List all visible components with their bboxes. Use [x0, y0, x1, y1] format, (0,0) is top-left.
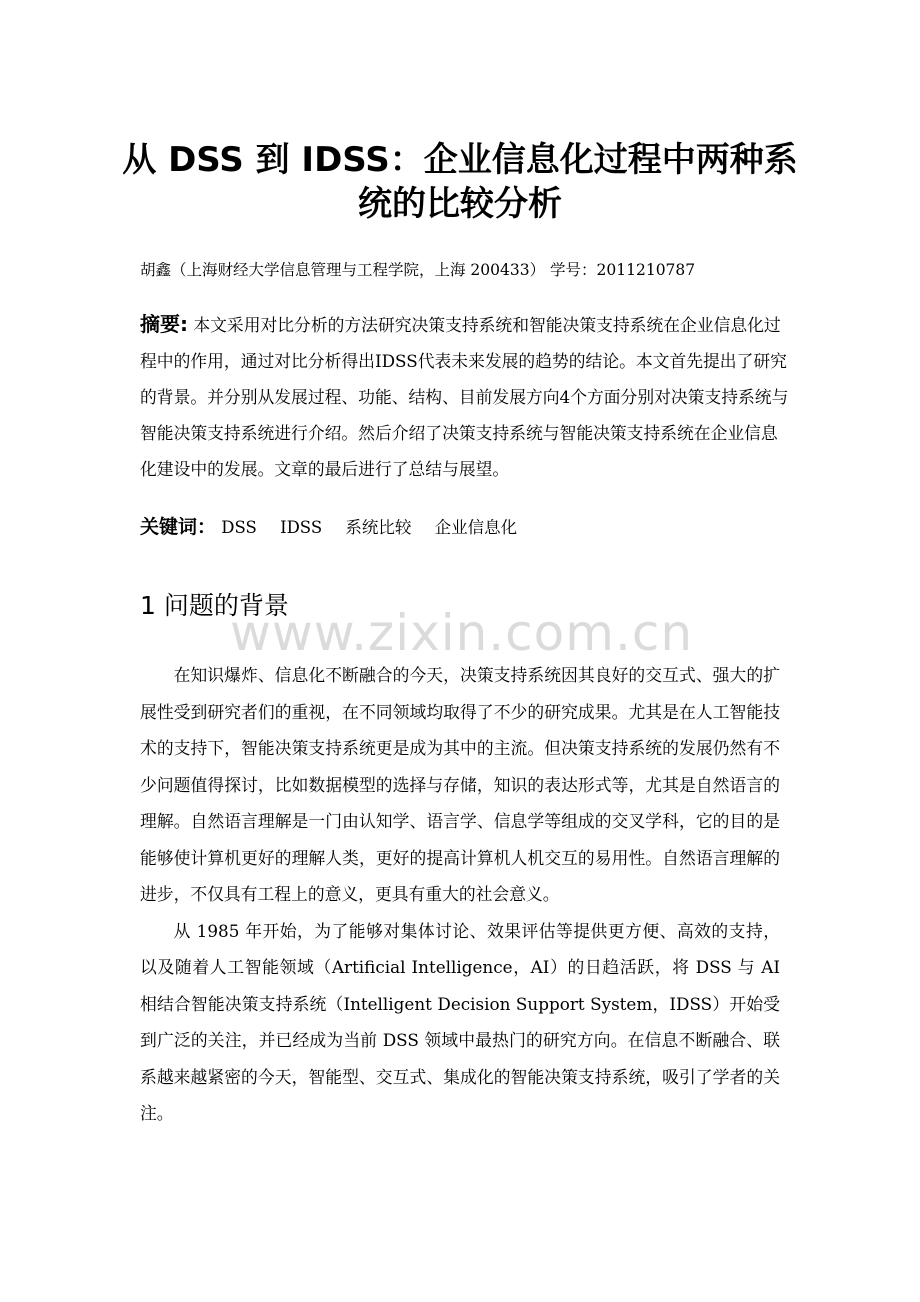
paper-title: 从 DSS 到 IDSS：企业信息化过程中两种系统的比较分析 [122, 140, 798, 224]
paragraph: 在知识爆炸、信息化不断融合的今天，决策支持系统因其良好的交互式、强大的扩展性受到研究者们的重视，在不同领域均取得了不少的研究成果。尤其是在人工智能技术的支持下，智能决策支持系统更是成为其中的主流。但决策支持系统的发展仍然有不少问题值得探讨，比如数据模型的选择与存储，知识的表达形式等，尤其是自然语言的理解。自然语言理解是一门由认知学、语言学、信息学等组成的交叉学科，它的目的是能够使计算机更好的理解人类，更好的提高计算机人机交互的易用性。自然语言理解的进步，不仅具有工程上的意义，更具有重大的社会意义。 [140, 665, 780, 904]
abstract-label: 摘要: [140, 312, 188, 336]
keyword: 企业信息化 [434, 518, 518, 537]
author-line: 胡鑫（上海财经大学信息管理与工程学院，上海 200433） 学号：2011210787 [140, 261, 696, 279]
keywords [140, 512, 535, 539]
keyword: 系统比较 [345, 518, 412, 537]
abstract-text: 本文采用对比分析的方法研究决策支持系统和智能决策支持系统在企业信息化过程中的作用，通过对比分析得出IDSS代表未来发展的趋势的结论。本文首先提出了研究的背景。并分别从发展过程、功能、结构、目前发展方向4个方面分别对决策支持系统与智能决策支持系统进行介绍。然后介绍了决策支持系统与智能决策支持系统在企业信息化建设中的发展。文章的最后进行了总结与展望。 [140, 315, 789, 479]
section-heading: 1 问题的背景 [140, 591, 289, 620]
section-body [140, 657, 780, 1132]
keyword: IDSS [280, 518, 323, 537]
watermark: www.zixin.com.cn [230, 604, 694, 662]
keyword: DSS [221, 518, 257, 537]
abstract [140, 306, 790, 487]
keywords-label: 关键词： [140, 516, 217, 538]
paragraph: 从 1985 年开始，为了能够对集体讨论、效果评估等提供更方便、高效的支持，以及随着人工智能领域（Artificial Intelligence，AI）的日趋活跃，将 DSS 与 AI 相结合智能决策支持系统（Intelligent Decision Support System，IDSS）开始受到广泛的关注，并已经成为当前 DSS 领域中最热门的研究方向。在信息不断融合、联系越来越紧密的今天，智能型、交互式、集成化的智能决策支持系统，吸引了学者的关注。 [140, 920, 780, 1123]
